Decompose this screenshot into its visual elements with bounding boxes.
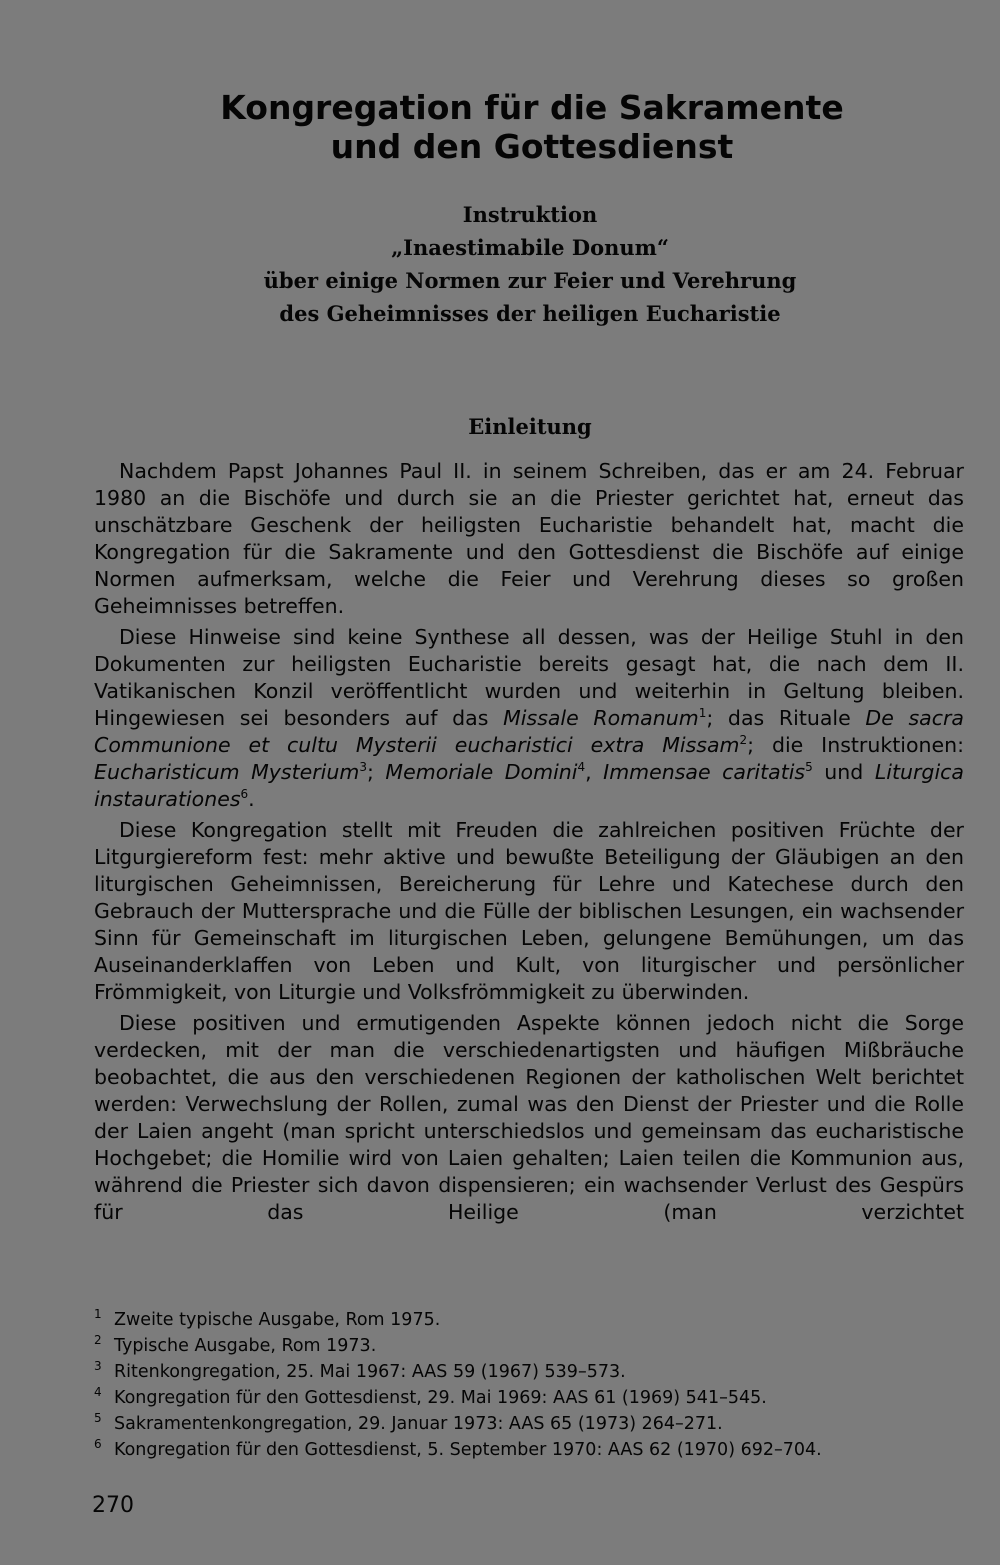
footnote-text: Zweite typische Ausgabe, Rom 1975. (114, 1310, 441, 1330)
footnote-text: Sakramentenkongregation, 29. Januar 1973: AAS 65 (1973) 264–271. (114, 1414, 723, 1434)
text-run: Diese Hinweise sind keine Synthese all dessen, was der Heilige Stuhl in den Dokumenten zur heiligsten Eucharistie bereits gesagt hat, die nach dem II. Vatikanischen Konzil veröffentlicht wurden und weiterhin in Geltung bleiben. Hingewiesen sei besonders auf das (94, 625, 964, 730)
footnotes (94, 1307, 974, 1463)
footnote: 3 Ritenkongregation, 25. Mai 1967: AAS 59 (1967) 539–573. (94, 1359, 626, 1382)
text-run: ; (366, 760, 386, 784)
body-text (94, 458, 964, 1230)
footnote-ref: 3 (359, 760, 367, 775)
page-number: 270 (92, 1493, 134, 1518)
footnote: 6 Kongregation für den Gottesdienst, 5. September 1970: AAS 62 (1970) 692–704. (94, 1437, 822, 1460)
footnote-ref: 4 (577, 760, 586, 775)
instruction-line-1: Instruktion (462, 202, 598, 227)
text-run: , (585, 760, 604, 784)
footnote: 5 Sakramentenkongregation, 29. Januar 1973: AAS 65 (1973) 264–271. (94, 1411, 723, 1434)
cited-title: Eucharisticum Mysterium (94, 760, 360, 784)
text-run: ; die Instruktionen: (747, 733, 964, 757)
footnote: 1 Zweite typische Ausgabe, Rom 1975. (94, 1307, 441, 1330)
text-run: ; das Rituale (706, 706, 866, 730)
cited-title: Immensae caritatis (603, 760, 806, 784)
footnote-text: Kongregation für den Gottesdienst, 29. Mai 1969: AAS 61 (1969) 541–545. (114, 1388, 767, 1408)
footnote: 2 Typische Ausgabe, Rom 1973. (94, 1333, 377, 1356)
text-run: . (248, 787, 255, 811)
title-line-1: Kongregation für die Sakramente (220, 88, 844, 127)
instruction-line-3: über einige Normen zur Feier und Verehrung (263, 268, 797, 293)
instruction-heading (0, 198, 1000, 330)
footnote-text: Kongregation für den Gottesdienst, 5. September 1970: AAS 62 (1970) 692–704. (114, 1440, 822, 1460)
footnote-text: Typische Ausgabe, Rom 1973. (114, 1336, 377, 1356)
cited-title: Missale Romanum (503, 706, 699, 730)
document-title (0, 88, 1000, 166)
footnote-ref: 1 (698, 706, 707, 721)
footnote-ref: 2 (739, 733, 748, 748)
title-line-2: und den Gottesdienst (330, 127, 734, 166)
footnote: 4 Kongregation für den Gottesdienst, 29. Mai 1969: AAS 61 (1969) 541–545. (94, 1385, 767, 1408)
cited-title: Liturgica instaurationes (94, 760, 964, 811)
instruction-line-4: des Geheimnisses der heiligen Eucharistie (279, 301, 781, 326)
instruction-line-2: „Inaestimabile Donum“ (391, 235, 669, 260)
paragraph-1: Nachdem Papst Johannes Paul II. in seinem Schreiben, das er am 24. Februar 1980 an die Bischöfe und durch sie an die Priester gerichtet hat, erneut das unschätzbare Geschenk der heiligsten Eucharistie behandelt hat, macht die Kongregation für die Sakramente und den Gottesdienst die Bischöfe auf einige Normen aufmerksam, welche die Feier und Verehrung dieses so großen Geheimnisses betreffen. (94, 459, 964, 618)
text-run: und (812, 760, 875, 784)
footnote-ref: 6 (240, 787, 249, 802)
footnote-text: Ritenkongregation, 25. Mai 1967: AAS 59 (1967) 539–573. (114, 1362, 626, 1382)
paragraph-2 (94, 624, 964, 813)
paragraph-3: Diese Kongregation stellt mit Freuden die zahlreichen positiven Früchte der Litgurgiereform fest: mehr aktive und bewußte Beteiligung der Gläubigen an den liturgischen Geheimnissen, Bereicherung für Lehre und Katechese durch den Gebrauch der Muttersprache und die Fülle der biblischen Lesungen, ein wachsender Sinn für Gemeinschaft im liturgischen Leben, gelungene Bemühungen, um das Auseinanderklaffen von Leben und Kult, von liturgischer und persönlicher Frömmigkeit, von Liturgie und Volksfrömmigkeit zu überwinden. (94, 818, 964, 1004)
paragraph-4: Diese positiven und ermutigenden Aspekte können jedoch nicht die Sorge verdecken, mit der man die verschiedenartigsten und häufigen Mißbräuche beobachtet, die aus den verschiedenen Regionen der katholischen Welt berichtet werden: Verwechslung der Rollen, zumal was den Dienst der Priester und die Rolle der Laien angeht (man spricht unterschiedslos und gemeinsam das eucharistische Hochgebet; die Homilie wird von Laien gehalten; Laien teilen die Kommunion aus, während die Priester sich davon dispensieren; ein wachsender Verlust des Gespürs für das Heilige (man verzichtet (94, 1011, 964, 1224)
cited-title: De sacra Communione et cultu Mysterii eucharistici extra Missam (94, 706, 964, 757)
cited-title: Memoriale Domini (385, 760, 578, 784)
footnote-ref: 5 (805, 760, 813, 775)
section-heading: Einleitung (468, 414, 592, 439)
